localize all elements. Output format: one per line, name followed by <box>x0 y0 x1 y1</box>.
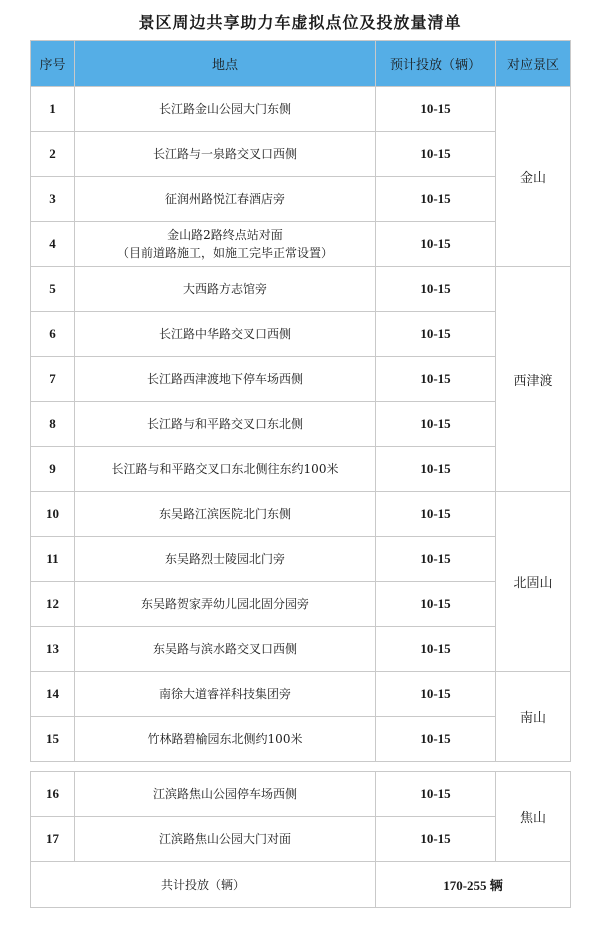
row-amount: 10-15 <box>376 402 496 447</box>
row-amount: 10-15 <box>376 87 496 132</box>
row-location: 东吴路与滨水路交叉口西侧 <box>75 627 376 672</box>
row-location: 长江路与和平路交叉口东北侧 <box>75 402 376 447</box>
row-location: 长江路金山公园大门东侧 <box>75 87 376 132</box>
row-amount: 10-15 <box>376 447 496 492</box>
row-location: 征润州路悦江春酒店旁 <box>75 177 376 222</box>
row-amount: 10-15 <box>376 132 496 177</box>
area-cell-beigushan: 北固山 <box>496 492 571 672</box>
total-row <box>31 862 571 908</box>
row-no: 6 <box>31 312 75 357</box>
table-row <box>31 312 571 357</box>
row-no: 7 <box>31 357 75 402</box>
row-no: 8 <box>31 402 75 447</box>
row-location: 长江路中华路交叉口西侧 <box>75 312 376 357</box>
row-location: 东吴路贺家弄幼儿园北固分园旁 <box>75 582 376 627</box>
row-no: 2 <box>31 132 75 177</box>
table-row <box>31 717 571 762</box>
row-amount: 10-15 <box>376 357 496 402</box>
table-row <box>31 132 571 177</box>
row-amount: 10-15 <box>376 717 496 762</box>
table-row <box>31 222 571 267</box>
row-no: 1 <box>31 87 75 132</box>
table-row <box>31 402 571 447</box>
table-row <box>31 177 571 222</box>
row-no: 10 <box>31 492 75 537</box>
point-list-table-continued <box>30 771 571 908</box>
row-amount: 10-15 <box>376 672 496 717</box>
header-area: 对应景区 <box>496 41 571 87</box>
table-row <box>31 672 571 717</box>
row-location: 东吴路江滨医院北门东侧 <box>75 492 376 537</box>
row-amount: 10-15 <box>376 772 496 817</box>
row-no: 14 <box>31 672 75 717</box>
row-location: 长江路西津渡地下停车场西侧 <box>75 357 376 402</box>
area-cell-xijindu: 西津渡 <box>496 267 571 492</box>
table-row <box>31 627 571 672</box>
row-location-multiline <box>75 222 376 267</box>
row-no: 4 <box>31 222 75 267</box>
row-amount: 10-15 <box>376 267 496 312</box>
row-no: 5 <box>31 267 75 312</box>
row-location: 大西路方志馆旁 <box>75 267 376 312</box>
row-no: 17 <box>31 817 75 862</box>
row-location-note: （目前道路施工，如施工完毕正常设置） <box>116 246 333 260</box>
header-no: 序号 <box>31 41 75 87</box>
area-cell-nanshan: 南山 <box>496 672 571 762</box>
row-location: 东吴路烈士陵园北门旁 <box>75 537 376 582</box>
table-row <box>31 267 571 312</box>
table-row <box>31 357 571 402</box>
row-location: 江滨路焦山公园停车场西侧 <box>75 772 376 817</box>
total-value: 170-255 辆 <box>376 862 571 908</box>
table-header-row <box>31 41 571 87</box>
header-amount: 预计投放（辆） <box>376 41 496 87</box>
row-amount: 10-15 <box>376 312 496 357</box>
row-location: 江滨路焦山公园大门对面 <box>75 817 376 862</box>
header-location: 地点 <box>75 41 376 87</box>
row-no: 15 <box>31 717 75 762</box>
row-amount: 10-15 <box>376 492 496 537</box>
row-location: 长江路与一泉路交叉口西侧 <box>75 132 376 177</box>
row-amount: 10-15 <box>376 222 496 267</box>
row-amount: 10-15 <box>376 582 496 627</box>
row-no: 11 <box>31 537 75 582</box>
area-cell-jinshan: 金山 <box>496 87 571 267</box>
row-no: 9 <box>31 447 75 492</box>
row-location: 南徐大道睿祥科技集团旁 <box>75 672 376 717</box>
row-location: 长江路与和平路交叉口东北侧往东约100米 <box>75 447 376 492</box>
row-amount: 10-15 <box>376 537 496 582</box>
table-row <box>31 582 571 627</box>
row-no: 3 <box>31 177 75 222</box>
row-no: 13 <box>31 627 75 672</box>
table-row <box>31 772 571 817</box>
table-row <box>31 87 571 132</box>
row-location: 竹林路碧榆园东北侧约100米 <box>75 717 376 762</box>
point-list-table <box>30 40 571 762</box>
table-row <box>31 447 571 492</box>
row-amount: 10-15 <box>376 817 496 862</box>
table-row <box>31 817 571 862</box>
total-label: 共计投放（辆） <box>31 862 376 908</box>
table-row <box>31 537 571 582</box>
row-no: 12 <box>31 582 75 627</box>
area-cell-jiaoshan: 焦山 <box>496 772 571 862</box>
row-location: 金山路2路终点站对面 <box>167 228 283 242</box>
page-title: 景区周边共享助力车虚拟点位及投放量清单 <box>138 13 462 32</box>
table-row <box>31 492 571 537</box>
row-amount: 10-15 <box>376 627 496 672</box>
row-no: 16 <box>31 772 75 817</box>
row-amount: 10-15 <box>376 177 496 222</box>
